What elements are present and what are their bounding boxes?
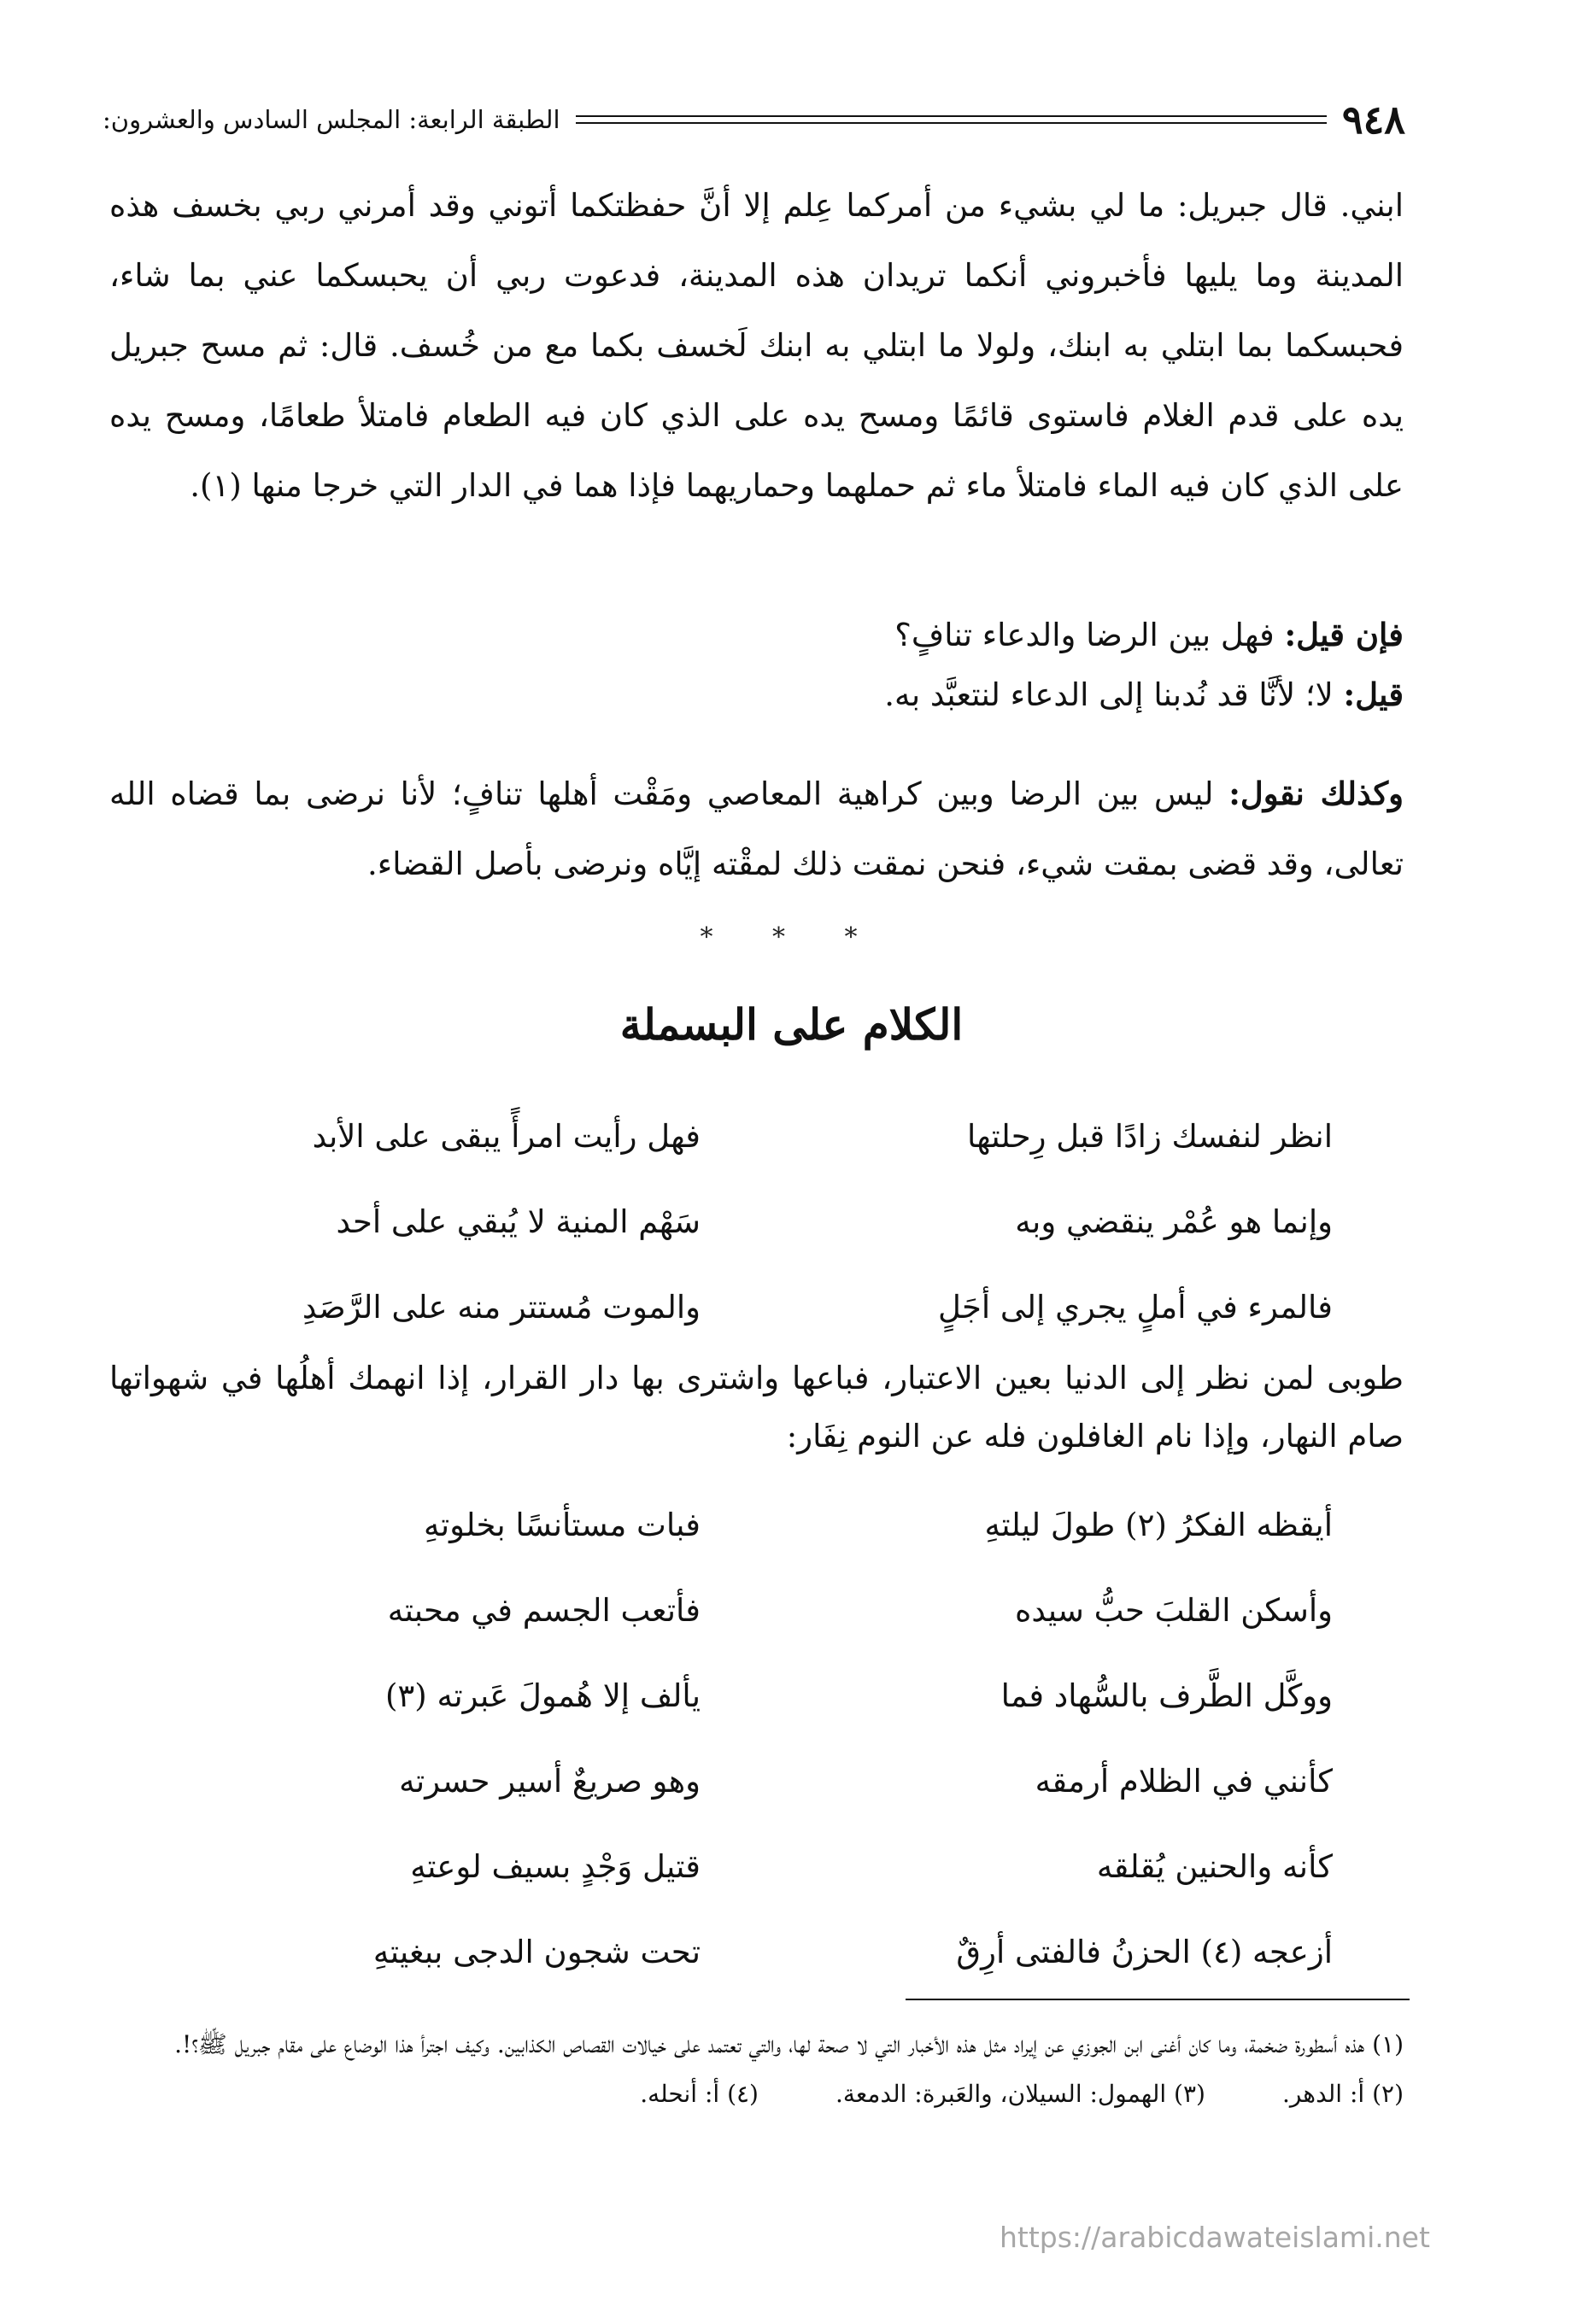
watermark-url: https://arabicdawateislami.net [1000, 2221, 1430, 2254]
answer-text: لا؛ لأنَّا قد نُدبنا إلى الدعاء لنتعبَّد به. [884, 676, 1344, 713]
verse-second-hemistich: سَهْم المنية لا يُبقي على أحد [336, 1203, 701, 1240]
footnote-2: (٢) أ: الدهر. [1281, 2080, 1404, 2108]
verse-second-hemistich: فأتعب الجسم في محبته [387, 1591, 701, 1629]
verse-first-hemistich: انظر لنفسك زادًا قبل رِحلتها [967, 1117, 1333, 1155]
paragraph-3 [109, 1349, 1404, 1466]
verse-second-hemistich: وهو صريعٌ أسير حسرته [399, 1762, 701, 1800]
poem-verse [171, 1909, 1333, 1994]
page-header [103, 94, 1405, 145]
poem-verse [171, 1093, 1333, 1179]
verse-second-hemistich: والموت مُستتر منه على الرَّصَدِ [302, 1288, 701, 1326]
poem-verse [171, 1179, 1333, 1264]
section-separator: * * * [700, 922, 883, 952]
footnote-divider [906, 1999, 1410, 2000]
page-number: ٩٤٨ [1341, 97, 1405, 143]
verse-first-hemistich: أزعجه (٤) الحزنُ فالفتى أرِقٌ [956, 1933, 1333, 1970]
question-label: فإن قيل: [1284, 616, 1404, 653]
verse-first-hemistich: ووكَّل الطَّرف بالسُّهاد فما [1000, 1677, 1333, 1714]
paragraph-2 [109, 758, 1404, 899]
poem-1 [171, 1093, 1333, 1349]
verse-first-hemistich: أيقظه الفكرُ (٢) طولَ ليلتهِ [984, 1506, 1333, 1543]
poem-verse [171, 1823, 1333, 1909]
header-rule [576, 115, 1327, 124]
answer-line [109, 664, 1404, 725]
verse-second-hemistich: تحت شجون الدجى ببغيتهِ [372, 1933, 701, 1970]
answer-label: قيل: [1343, 676, 1404, 713]
poem-verse [171, 1567, 1333, 1653]
paragraph-2-label: وكذلك نقول: [1228, 775, 1404, 812]
running-title: الطبقة الرابعة: المجلس السادس والعشرون: [103, 105, 560, 134]
poem-verse [171, 1653, 1333, 1738]
verse-first-hemistich: كأنه والحنين يُقلقه [1096, 1847, 1333, 1885]
verse-second-hemistich: فهل رأيت امرأً يبقى على الأبد [312, 1117, 701, 1155]
paragraph-1 [109, 171, 1404, 521]
poem-verse [171, 1738, 1333, 1823]
verse-first-hemistich: وإنما هو عُمْر ينقضي وبه [1015, 1203, 1333, 1240]
paragraph-3-text: طوبى لمن نظر إلى الدنيا بعين الاعتبار، فباعها واشترى بها دار القرار، إذا انهمك أهلُها في شهواتها صام النهار، وإذا نام الغافلون فله عن النوم نِفَار: [109, 1360, 1404, 1455]
footnote-3: (٣) الهمول: السيلان، والعَبرة: الدمعة. [835, 2080, 1205, 2108]
footnotes [109, 2020, 1404, 2119]
footnote-4: (٤) أ: أنحله. [640, 2080, 759, 2108]
verse-second-hemistich: فبات مستأنسًا بخلوتهِ [423, 1506, 701, 1543]
verse-first-hemistich: وأسكن القلبَ حبُّ سيده [1014, 1591, 1333, 1629]
verse-second-hemistich: قتيل وَجْدٍ بسيف لوعتهِ [410, 1847, 701, 1885]
section-title: الكلام على البسملة [619, 999, 964, 1050]
verse-first-hemistich: كأنني في الظلام أرمقه [1035, 1762, 1333, 1800]
footnote-row [109, 2069, 1404, 2119]
paragraph-2-text: ليس بين الرضا وبين كراهية المعاصي ومَقْت أهلها تنافٍ؛ لأنا نرضى بما قضاه الله تعالى، وقد قضى بمقت شيء، فنحن نمقت ذلك لمقْته إيَّاه ونرضى بأصل القضاء. [109, 776, 1404, 882]
poem-verse [171, 1482, 1333, 1567]
verse-second-hemistich: يألف إلا هُمولَ عَبرته (٣) [384, 1677, 701, 1714]
poem-verse [171, 1264, 1333, 1349]
question-text: فهل بين الرضا والدعاء تنافٍ؟ [894, 617, 1285, 653]
footnote-1: (١) هذه أسطورة ضخمة، وما كان أغنى ابن الجوزي عن إيراد مثل هذه الأخبار التي لا صحة لها، والتي تعتمد على خيالات القصاص الكذابين. وكيف اجترأ هذا الوضاع على مقام جبريل ﷺ؟!. [174, 2030, 1404, 2058]
question-line [109, 605, 1404, 665]
poem-2 [171, 1482, 1333, 1994]
paragraph-1-text: ابني. قال جبريل: ما لي بشيء من أمركما عِلم إلا أنَّ حفظتكما أتوني وقد أمرني ربي بخسف هذه المدينة وما يليها فأخبروني أنكما تريدان هذه المدينة، فدعوت ربي أن يحبسكما عني بما شاء، فحبسكما بما ابتلي به ابنك، ولولا ما ابتلي به ابنك لَخسف بكما مع من خُسف. قال: ثم مسح جبريل يده على قدم الغلام فاستوى قائمًا ومسح يده على الذي كان فيه الطعام فامتلأ طعامًا، ومسح يده على الذي كان فيه الماء فامتلأ ماء ثم حملهما وحماريهما فإذا هما في الدار التي خرجا منها (١). [109, 187, 1404, 504]
verse-first-hemistich: فالمرء في أملٍ يجري إلى أجَلٍ [937, 1288, 1333, 1326]
